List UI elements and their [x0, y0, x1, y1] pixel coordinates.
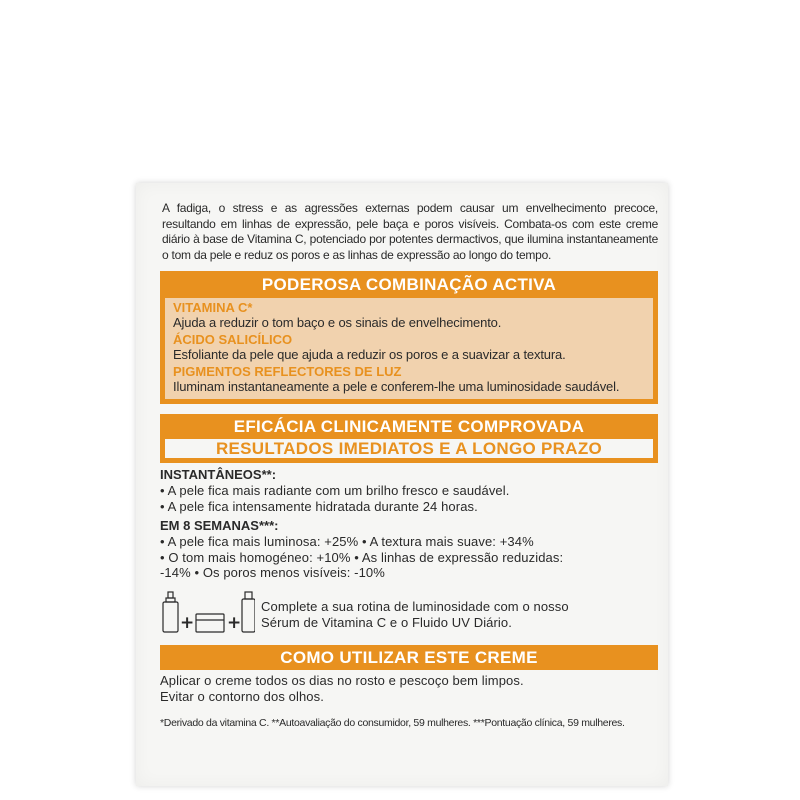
package-content — [160, 201, 658, 730]
ingredient-name: PIGMENTOS REFLECTORES DE LUZ — [173, 364, 402, 379]
routine-products-icon — [160, 591, 255, 635]
combination-title: PODEROSA COMBINAÇÃO ACTIVA — [160, 271, 658, 298]
efficacy-subtitle-frame — [160, 439, 658, 463]
efficacy-title: EFICÁCIA CLINICAMENTE COMPROVADA — [160, 414, 658, 439]
ingredients-panel — [160, 298, 658, 404]
cream-jar-icon — [196, 614, 224, 632]
routine-text — [261, 599, 569, 631]
efficacy-section — [160, 414, 658, 581]
ingredient-desc: Ajuda a reduzir o tom baço e os sinais de envelhecimento. — [173, 315, 502, 330]
usage-line: Evitar o contorno dos olhos. — [160, 688, 324, 704]
efficacy-subtitle: RESULTADOS IMEDIATOS E A LONGO PRAZO — [165, 439, 653, 463]
claim-line: • O tom mais homogéneo: +10% • As linhas de expressão reduzidas: — [160, 549, 564, 565]
claim-line: • A pele fica mais luminosa: +25% • A textura mais suave: +34% — [160, 534, 534, 549]
weeks-title: EM 8 SEMANAS***: — [160, 518, 279, 533]
claim-line: • A pele fica mais radiante com um brilho fresco e saudável. — [160, 483, 510, 498]
ingredient-name: VITAMINA C* — [173, 300, 253, 315]
instant-title: INSTANTÂNEOS**: — [160, 467, 277, 482]
ingredient-desc: Iluminam instantaneamente a pele e conferem-lhe uma luminosidade saudável. — [173, 379, 620, 394]
routine-section — [160, 591, 658, 635]
ingredient-desc: Esfoliante da pele que ajuda a reduzir os poros e a suavizar a textura. — [173, 347, 566, 362]
usage-title: COMO UTILIZAR ESTE CREME — [160, 645, 658, 670]
routine-icons — [160, 591, 255, 635]
plus-icon: + — [180, 612, 195, 633]
claim-line: • A pele fica intensamente hidratada durante 24 horas. — [160, 498, 478, 514]
routine-line: Complete a sua rotina de luminosidade com o nosso — [261, 598, 569, 614]
plus-icon: + — [227, 612, 242, 633]
ingredient-name: ÁCIDO SALICÍLICO — [173, 332, 293, 347]
routine-line: Sérum de Vitamina C e o Fluido UV Diário. — [261, 614, 512, 630]
fluid-tube-icon — [242, 592, 255, 632]
usage-text — [160, 673, 658, 705]
usage-line: Aplicar o creme todos os dias no rosto e pescoço bem limpos. — [160, 672, 524, 688]
claim-line: -14% • Os poros menos visíveis: -10% — [160, 565, 385, 580]
intro-text: A fadiga, o stress e as agressões externas podem causar um envelhecimento precoce, resultando em linhas de expressão, pele baça e poros visíveis. Combata-os com este creme diário à base de Vitamina C, potenciado por potentes dermactivos, que ilumina instantaneamente o tom da pele e reduz os poros e as linhas de expressão ao longo do tempo. — [162, 201, 658, 262]
serum-bottle-icon — [163, 592, 178, 632]
footnote: *Derivado da vitamina C. **Autoavaliação do consumidor, 59 mulheres. ***Pontuação clínica, 59 mulheres. — [160, 716, 625, 729]
